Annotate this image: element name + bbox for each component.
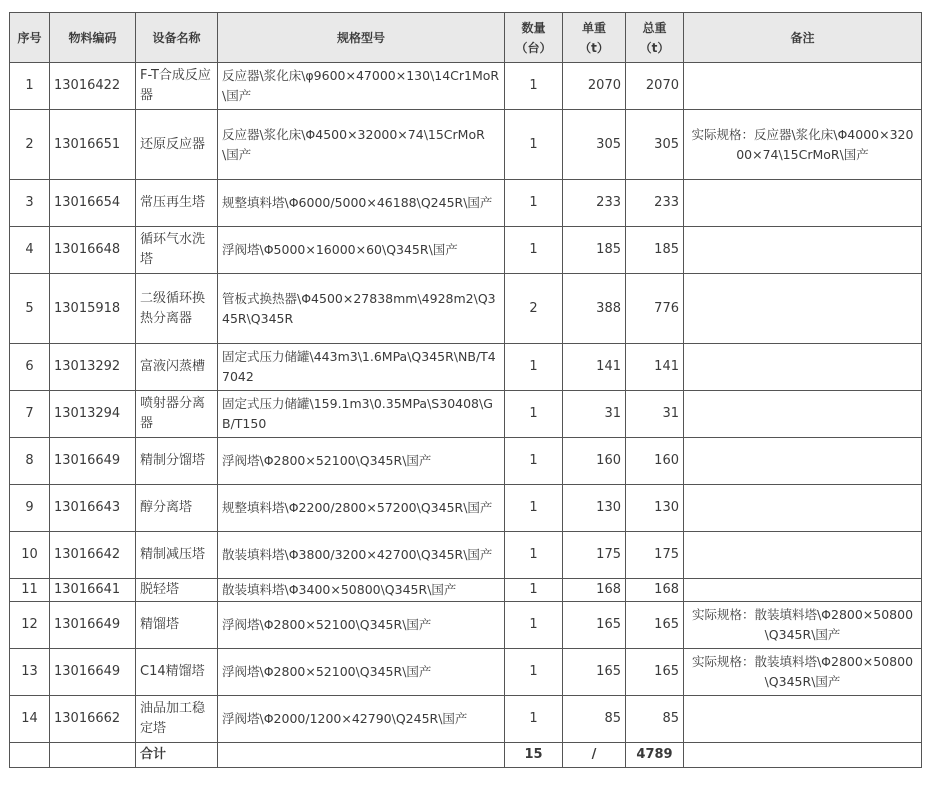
cell-spec: 规整填料塔\Φ6000/5000×46188\Q245R\国产: [218, 180, 505, 227]
cell-total-weight: 233: [626, 180, 684, 227]
cell-material-code: 13016641: [50, 579, 136, 602]
cell-note: [684, 579, 922, 602]
cell-unit-weight: 2070: [563, 63, 626, 110]
cell-seq: 13: [10, 649, 50, 696]
cell-unit-weight: 160: [563, 438, 626, 485]
cell-equipment-name: 富液闪蒸槽: [136, 344, 218, 391]
cell-equipment-name: 还原反应器: [136, 110, 218, 180]
cell-note: [684, 227, 922, 274]
cell-quantity: 1: [505, 344, 563, 391]
cell-total-weight: 185: [626, 227, 684, 274]
header-material-code: 物料编码: [50, 13, 136, 63]
cell-equipment-name: C14精馏塔: [136, 649, 218, 696]
cell-equipment-name: 精馏塔: [136, 602, 218, 649]
cell-note: [684, 438, 922, 485]
cell-equipment-name: 精制分馏塔: [136, 438, 218, 485]
cell-material-code: 13016651: [50, 110, 136, 180]
cell-total-weight: 141: [626, 344, 684, 391]
cell-spec: 规整填料塔\Φ2200/2800×57200\Q345R\国产: [218, 485, 505, 532]
cell-equipment-name: F-T合成反应器: [136, 63, 218, 110]
cell-quantity: 1: [505, 649, 563, 696]
cell-quantity: 1: [505, 110, 563, 180]
cell-note: [684, 344, 922, 391]
table-row: [10, 532, 922, 579]
cell-unit-weight: 165: [563, 649, 626, 696]
cell-spec: 浮阀塔\Φ2000/1200×42790\Q245R\国产: [218, 696, 505, 743]
cell-note: [684, 485, 922, 532]
cell-quantity: 1: [505, 485, 563, 532]
table-row: [10, 485, 922, 532]
cell-material-code: 13015918: [50, 274, 136, 344]
cell-total-weight: 160: [626, 438, 684, 485]
cell-unit-weight: 85: [563, 696, 626, 743]
cell-material-code: 13016649: [50, 438, 136, 485]
cell-equipment-name: 循环气水洗塔: [136, 227, 218, 274]
cell-spec: 散装填料塔\Φ3400×50800\Q345R\国产: [218, 579, 505, 602]
cell-quantity: 1: [505, 180, 563, 227]
cell-total-weight: 776: [626, 274, 684, 344]
cell-quantity: 1: [505, 602, 563, 649]
header-unit-weight-line1: 单重: [581, 20, 606, 35]
table-row: [10, 438, 922, 485]
cell-quantity: 1: [505, 579, 563, 602]
total-note-cell: [684, 743, 922, 768]
total-seq-cell: [10, 743, 50, 768]
total-unit-weight: /: [563, 743, 626, 768]
cell-unit-weight: 233: [563, 180, 626, 227]
cell-unit-weight: 305: [563, 110, 626, 180]
cell-equipment-name: 油品加工稳定塔: [136, 696, 218, 743]
cell-unit-weight: 130: [563, 485, 626, 532]
cell-seq: 3: [10, 180, 50, 227]
header-quantity: [505, 13, 563, 63]
cell-total-weight: 305: [626, 110, 684, 180]
cell-seq: 7: [10, 391, 50, 438]
cell-seq: 11: [10, 579, 50, 602]
cell-quantity: 1: [505, 391, 563, 438]
cell-equipment-name: 常压再生塔: [136, 180, 218, 227]
cell-seq: 10: [10, 532, 50, 579]
header-unit-weight: [563, 13, 626, 63]
header-quantity-line2: （台）: [515, 40, 552, 55]
cell-seq: 4: [10, 227, 50, 274]
cell-seq: 5: [10, 274, 50, 344]
cell-unit-weight: 175: [563, 532, 626, 579]
header-spec: 规格型号: [218, 13, 505, 63]
table-row: [10, 696, 922, 743]
cell-note: 实际规格：散装填料塔\Φ2800×50800\Q345R\国产: [684, 602, 922, 649]
cell-quantity: 1: [505, 532, 563, 579]
table-row: [10, 344, 922, 391]
header-total-weight-line1: 总重: [642, 20, 667, 35]
cell-quantity: 1: [505, 63, 563, 110]
cell-unit-weight: 168: [563, 579, 626, 602]
cell-material-code: 13016642: [50, 532, 136, 579]
cell-material-code: 13013294: [50, 391, 136, 438]
cell-material-code: 13016648: [50, 227, 136, 274]
cell-seq: 14: [10, 696, 50, 743]
cell-spec: 固定式压力储罐\443m3\1.6MPa\Q345R\NB/T47042: [218, 344, 505, 391]
cell-unit-weight: 388: [563, 274, 626, 344]
cell-unit-weight: 31: [563, 391, 626, 438]
cell-material-code: 13016649: [50, 602, 136, 649]
table-row: [10, 579, 922, 602]
cell-spec: 反应器\浆化床\φ9600×47000×130\14Cr1MoR\国产: [218, 63, 505, 110]
cell-material-code: 13016662: [50, 696, 136, 743]
total-code-cell: [50, 743, 136, 768]
cell-unit-weight: 165: [563, 602, 626, 649]
header-note: 备注: [684, 13, 922, 63]
cell-spec: 管板式换热器\Φ4500×27838mm\4928m2\Q345R\Q345R: [218, 274, 505, 344]
cell-total-weight: 168: [626, 579, 684, 602]
total-spec-cell: [218, 743, 505, 768]
table-row: [10, 649, 922, 696]
cell-seq: 1: [10, 63, 50, 110]
cell-equipment-name: 脱轻塔: [136, 579, 218, 602]
total-weight: 4789: [626, 743, 684, 768]
cell-total-weight: 175: [626, 532, 684, 579]
header-quantity-line1: 数量: [521, 20, 546, 35]
cell-note: [684, 532, 922, 579]
cell-spec: 浮阀塔\Φ5000×16000×60\Q345R\国产: [218, 227, 505, 274]
table-row: [10, 110, 922, 180]
cell-seq: 9: [10, 485, 50, 532]
cell-seq: 12: [10, 602, 50, 649]
table-row: [10, 180, 922, 227]
cell-total-weight: 31: [626, 391, 684, 438]
cell-note: [684, 696, 922, 743]
header-total-weight-line2: （t）: [639, 40, 670, 55]
total-quantity: 15: [505, 743, 563, 768]
cell-quantity: 1: [505, 227, 563, 274]
table-row: [10, 274, 922, 344]
cell-material-code: 13016422: [50, 63, 136, 110]
cell-material-code: 13013292: [50, 344, 136, 391]
cell-spec: 浮阀塔\Φ2800×52100\Q345R\国产: [218, 649, 505, 696]
cell-spec: 浮阀塔\Φ2800×52100\Q345R\国产: [218, 438, 505, 485]
table-row: [10, 63, 922, 110]
table-row: [10, 227, 922, 274]
cell-note: [684, 391, 922, 438]
cell-spec: 浮阀塔\Φ2800×52100\Q345R\国产: [218, 602, 505, 649]
cell-spec: 散装填料塔\Φ3800/3200×42700\Q345R\国产: [218, 532, 505, 579]
header-seq: 序号: [10, 13, 50, 63]
cell-unit-weight: 185: [563, 227, 626, 274]
cell-equipment-name: 精制减压塔: [136, 532, 218, 579]
total-row: [10, 743, 922, 768]
cell-seq: 6: [10, 344, 50, 391]
cell-note: [684, 63, 922, 110]
cell-spec: 反应器\浆化床\Φ4500×32000×74\15CrMoR\国产: [218, 110, 505, 180]
cell-equipment-name: 醇分离塔: [136, 485, 218, 532]
cell-quantity: 1: [505, 696, 563, 743]
total-label: 合计: [136, 743, 218, 768]
table-header-row: [10, 13, 922, 63]
cell-note: 实际规格：反应器\浆化床\Φ4000×32000×74\15CrMoR\国产: [684, 110, 922, 180]
cell-material-code: 13016654: [50, 180, 136, 227]
cell-total-weight: 2070: [626, 63, 684, 110]
cell-equipment-name: 喷射器分离器: [136, 391, 218, 438]
cell-seq: 8: [10, 438, 50, 485]
cell-equipment-name: 二级循环换热分离器: [136, 274, 218, 344]
cell-unit-weight: 141: [563, 344, 626, 391]
cell-total-weight: 85: [626, 696, 684, 743]
table-row: [10, 391, 922, 438]
cell-total-weight: 165: [626, 602, 684, 649]
cell-material-code: 13016643: [50, 485, 136, 532]
cell-note: 实际规格：散装填料塔\Φ2800×50800\Q345R\国产: [684, 649, 922, 696]
header-equipment-name: 设备名称: [136, 13, 218, 63]
header-unit-weight-line2: （t）: [579, 40, 609, 55]
cell-total-weight: 130: [626, 485, 684, 532]
header-total-weight: [626, 13, 684, 63]
cell-quantity: 1: [505, 438, 563, 485]
cell-spec: 固定式压力储罐\159.1m3\0.35MPa\S30408\GB/T150: [218, 391, 505, 438]
cell-quantity: 2: [505, 274, 563, 344]
table-row: [10, 602, 922, 649]
equipment-table: [9, 12, 922, 768]
cell-note: [684, 180, 922, 227]
cell-note: [684, 274, 922, 344]
cell-seq: 2: [10, 110, 50, 180]
cell-total-weight: 165: [626, 649, 684, 696]
cell-material-code: 13016649: [50, 649, 136, 696]
